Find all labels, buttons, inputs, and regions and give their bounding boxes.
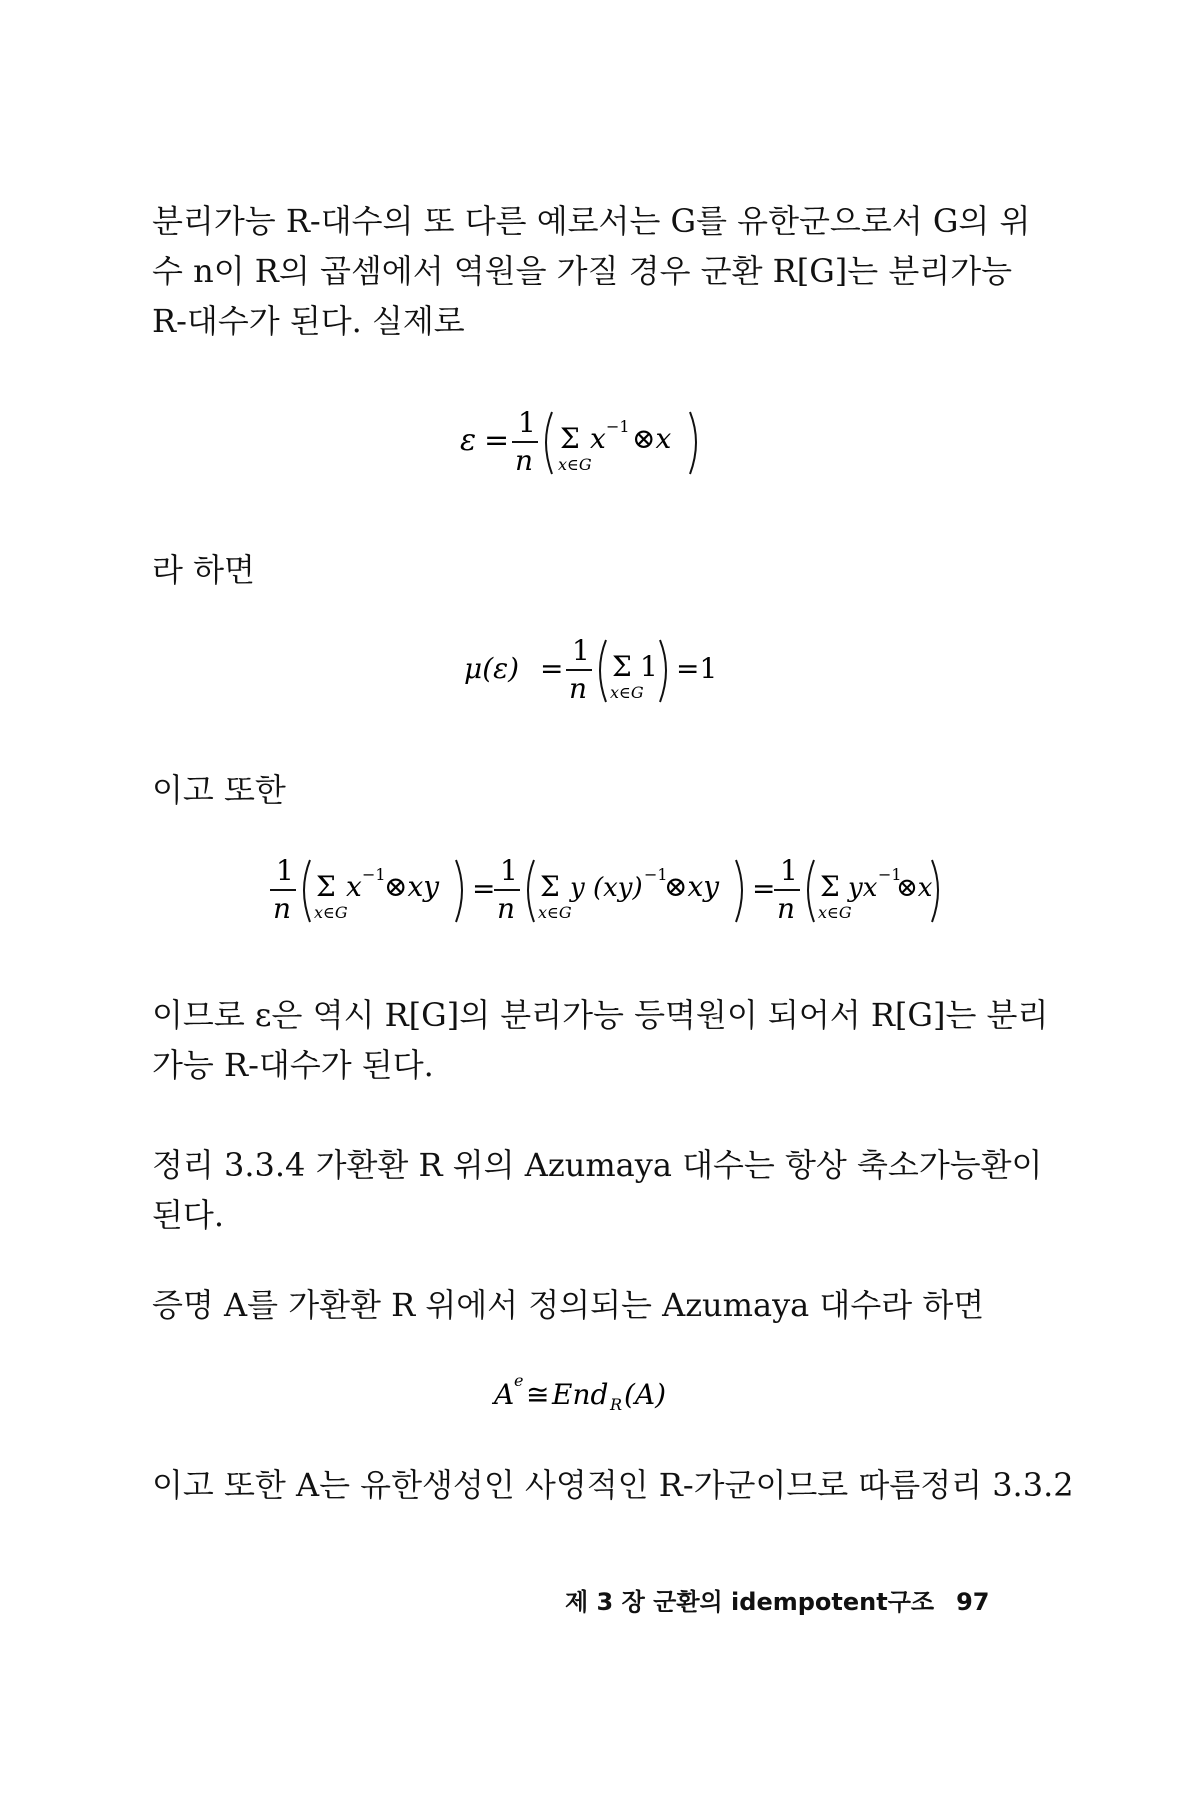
eq2-numerator: 1 (572, 634, 590, 667)
eq2-sigma: Σ (612, 650, 632, 683)
eq3-t3-sigma: Σ (820, 870, 840, 903)
eq1-subscript: x∈G (558, 455, 592, 474)
theorem-line-2: 된다. (152, 1196, 224, 1234)
eq3-t3-denominator: n (777, 892, 796, 925)
intro-line-2: 수 n이 R의 곱셈에서 역원을 가질 경우 군환 R[G]는 분리가능 (152, 252, 1013, 290)
eq3-t1-left-paren (304, 860, 310, 922)
equation-enveloping-algebra-svg (480, 1360, 720, 1430)
eq3-t3-subscript: x∈G (818, 903, 852, 922)
eq3-t2-base: y (xy) (570, 873, 643, 903)
eq3-t1-superscript: −1 (362, 865, 386, 884)
eq3-t2-denominator: n (497, 892, 516, 925)
eq1-left-paren (546, 412, 552, 474)
eq2-lhs: μ(ε) (464, 652, 520, 685)
conclusion-line-1: 이므로 ε은 역시 R[G]의 분리가능 등멱원이 되어서 R[G]는 분리 (152, 996, 1049, 1034)
eq1-otimes-term: ⊗x (632, 422, 672, 455)
text-rahamyeon: 라 하면 (152, 551, 255, 589)
conclusion-line-2: 가능 R-대수가 된다. (152, 1046, 434, 1084)
eq3-t3-numerator: 1 (780, 854, 798, 887)
eq4-base: A (494, 1378, 515, 1411)
eq3-t2-numerator: 1 (500, 854, 518, 887)
eq3-t1-denominator: n (273, 892, 292, 925)
eq3-t1-base: x (346, 870, 362, 903)
conclusion-paragraph (152, 990, 1049, 1090)
eq3-t2-right-paren (736, 860, 742, 922)
eq3-t2-rest: ⊗xy (664, 870, 720, 903)
final-line-1: 이고 또한 A는 유한생성인 사영적인 R-가군이므로 따름정리 3.3.2 (152, 1466, 1074, 1504)
eq3-equals-1: = (472, 872, 496, 905)
eq2-right-paren (660, 640, 666, 702)
proof-paragraph (152, 1280, 998, 1330)
equation-enveloping-algebra (0, 1360, 1200, 1438)
eq1-equals: = (484, 423, 510, 458)
eq2-rhs: =1 (676, 652, 718, 685)
eq3-t3-right-paren (932, 860, 938, 922)
eq3-t3-left-paren (808, 860, 814, 922)
eq2-equals: = (540, 652, 564, 685)
eq3-t3-rest: ⊗x (896, 873, 933, 903)
equation-mu (0, 620, 1200, 738)
intro-paragraph (152, 196, 1031, 346)
eq3-t2-subscript: x∈G (538, 903, 572, 922)
text-igo-ttohan: 이고 또한 (152, 771, 286, 809)
page-footer (565, 1582, 990, 1617)
eq3-t2-left-paren (528, 860, 534, 922)
eq4-argument: (A) (624, 1378, 667, 1411)
eq1-body: x (590, 422, 606, 455)
eq4-superscript: e (514, 1371, 524, 1390)
eq3-equals-2: = (752, 872, 776, 905)
intro-line-3: R-대수가 된다. 실제로 (152, 302, 465, 340)
eq3-t3-superscript: −1 (878, 865, 902, 884)
eq3-t3-base: yx (848, 873, 878, 903)
eq2-body: 1 (640, 650, 658, 683)
eq4-subscript: R (610, 1395, 623, 1414)
intro-line-1: 분리가능 R-대수의 또 다른 예로서는 G를 유한군으로서 G의 위 (152, 202, 1031, 240)
eq1-sigma: Σ (560, 422, 580, 455)
equation-epsilon-svg (440, 392, 760, 502)
eq1-lhs: ε (460, 423, 477, 458)
equation-sum-chain (0, 840, 1200, 958)
equation-sum-chain-svg (260, 840, 940, 950)
proof-line-1: 증명 A를 가환환 R 위에서 정의되는 Azumaya 대수라 하면 (152, 1286, 985, 1324)
eq3-t1-sigma: Σ (316, 870, 336, 903)
eq3-t2-sigma: Σ (540, 870, 560, 903)
footer-page-number: 97 (956, 1588, 990, 1616)
equation-epsilon (0, 392, 1200, 510)
footer-chapter-title: 제 3 장 군환의 idempotent구조 (565, 1588, 935, 1616)
eq1-right-paren (690, 412, 696, 474)
eq1-denominator: n (515, 444, 534, 477)
eq3-t2-superscript: −1 (644, 865, 668, 884)
theorem-paragraph (152, 1140, 1043, 1240)
final-paragraph (152, 1460, 1074, 1510)
eq4-end: End (552, 1378, 609, 1411)
eq1-numerator: 1 (518, 406, 536, 439)
eq3-t1-rest: ⊗xy (384, 870, 440, 903)
eq2-denominator: n (569, 672, 588, 705)
theorem-line-1: 정리 3.3.4 가환환 R 위의 Azumaya 대수는 항상 축소가능환이 (152, 1146, 1043, 1184)
eq3-t1-right-paren (456, 860, 462, 922)
eq1-superscript: −1 (606, 417, 630, 436)
equation-mu-svg (450, 620, 750, 730)
eq4-relation: ≅ (526, 1378, 550, 1411)
eq3-t1-numerator: 1 (276, 854, 294, 887)
eq2-left-paren (600, 640, 606, 702)
eq3-t1-subscript: x∈G (314, 903, 348, 922)
eq2-subscript: x∈G (610, 683, 644, 702)
